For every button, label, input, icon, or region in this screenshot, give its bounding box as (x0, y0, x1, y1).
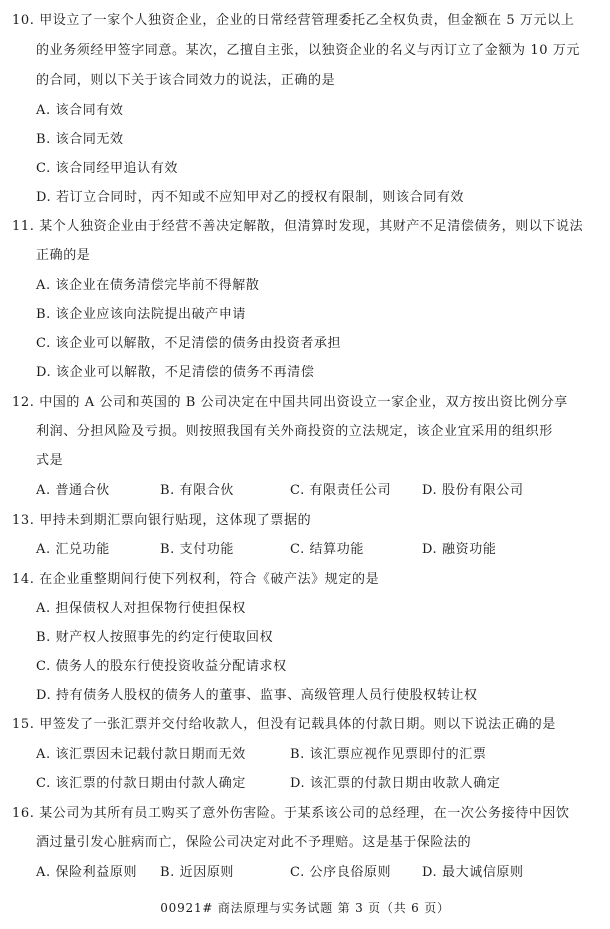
q13-option-a: A. 汇兑功能 (36, 542, 110, 557)
q12-option-c: C. 有限责任公司 (290, 483, 392, 498)
q11-line-2: 正确的是 (36, 248, 91, 263)
q16-option-b: B. 近因原则 (160, 865, 235, 880)
q11-option-b: B. 该企业应该向法院提出破产申请 (36, 307, 247, 322)
q11-option-a: A. 该企业在债务清偿完毕前不得解散 (36, 278, 260, 293)
q10-option-d: D. 若订立合同时，丙不知或不应知甲对乙的授权有限制，则该合同有效 (36, 190, 465, 205)
q12-line-2: 利润、分担风险及亏损。则按照我国有关外商投资的立法规定，该企业宜采用的组织形 (36, 424, 553, 439)
q11-option-c: C. 该企业可以解散，不足清偿的债务由投资者承担 (36, 336, 342, 351)
q16-line-1: 16. 某公司为其所有员工购买了意外伤害险。于某系该公司的总经理，在一次公务接待中因饮 (12, 806, 570, 821)
q13-option-b: B. 支付功能 (160, 542, 235, 557)
q16-line-2: 酒过量引发心脏病而亡，保险公司决定对此不予理赔。这是基于保险法的 (36, 835, 472, 850)
q14-option-d: D. 持有债务人股权的债务人的董事、监事、高级管理人员行使股权转让权 (36, 688, 478, 703)
q15-line-1: 15. 甲签发了一张汇票并交付给收款人，但没有记载具体的付款日期。则以下说法正确的是 (12, 717, 557, 732)
page-footer: 00921# 商法原理与实务试题 第 3 页（共 6 页） (160, 901, 450, 915)
q14-option-c: C. 债务人的股东行使投资收益分配请求权 (36, 659, 287, 674)
q14-line-1: 14. 在企业重整期间行使下列权利，符合《破产法》规定的是 (12, 572, 380, 587)
q12-line-1: 12. 中国的 A 公司和英国的 B 公司决定在中国共同出资设立一家企业，双方按出资比例分享 (12, 395, 568, 410)
q13-option-c: C. 结算功能 (290, 542, 364, 557)
q10-option-a: A. 该合同有效 (36, 103, 124, 118)
q12-option-b: B. 有限合伙 (160, 483, 235, 498)
q10-line-3: 的合同，则以下关于该合同效力的说法，正确的是 (36, 73, 336, 88)
q14-option-b: B. 财产权人按照事先的约定行使取回权 (36, 630, 274, 645)
q16-option-c: C. 公序良俗原则 (290, 865, 392, 880)
q12-line-3: 式是 (36, 453, 64, 468)
q16-option-a: A. 保险利益原则 (36, 865, 138, 880)
q11-option-d: D. 该企业可以解散，不足清偿的债务不再清偿 (36, 365, 315, 380)
q12-option-a: A. 普通合伙 (36, 483, 110, 498)
q10-option-b: B. 该合同无效 (36, 132, 124, 147)
q12-option-d: D. 股份有限公司 (422, 483, 524, 498)
q16-option-d: D. 最大诚信原则 (422, 865, 524, 880)
q10-option-c: C. 该合同经甲追认有效 (36, 161, 178, 176)
q10-line-2: 的业务须经甲签字同意。某次，乙擅自主张，以独资企业的名义与丙订立了金额为 10 万元 (36, 43, 581, 58)
q15-option-b: B. 该汇票应视作见票即付的汇票 (290, 747, 487, 762)
q15-option-d: D. 该汇票的付款日期由收款人确定 (290, 776, 501, 791)
q10-line-1: 10. 甲设立了一家个人独资企业，企业的日常经营管理委托乙全权负责，但金额在 5 万元以上 (12, 13, 575, 28)
q13-line-1: 13. 甲持未到期汇票向银行贴现，这体现了票据的 (12, 513, 312, 528)
q14-option-a: A. 担保债权人对担保物行使担保权 (36, 601, 246, 616)
q13-option-d: D. 融资功能 (422, 542, 497, 557)
q11-line-1: 11. 某个人独资企业由于经营不善决定解散，但清算时发现，其财产不足清偿债务，则以下说法 (12, 219, 584, 234)
q15-option-a: A. 该汇票因未记载付款日期而无效 (36, 747, 246, 762)
q15-option-c: C. 该汇票的付款日期由付款人确定 (36, 776, 246, 791)
